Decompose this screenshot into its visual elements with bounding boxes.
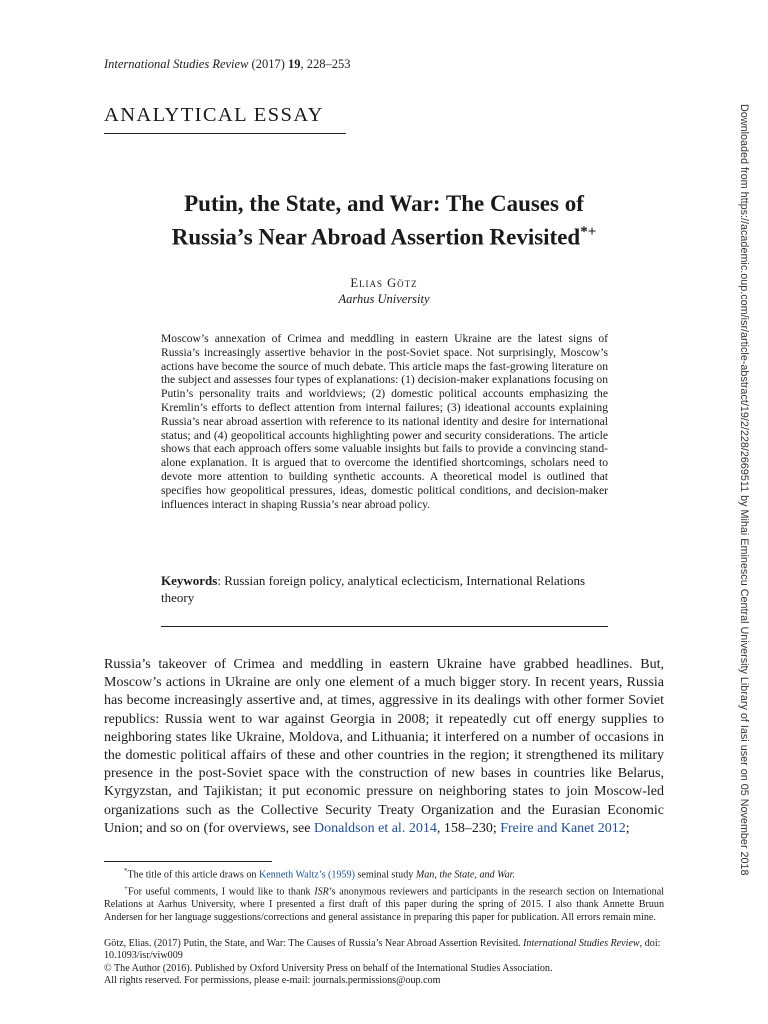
footnote-divider: [104, 861, 272, 862]
rights-line: All rights reserved. For permissions, please e-mail: journals.permissions@oup.com: [104, 975, 441, 987]
body-text-end: ;: [625, 820, 630, 836]
title-footnote-marks[interactable]: *+: [580, 224, 597, 240]
footnote-2-text-a: For useful comments, I would like to thank: [127, 886, 315, 898]
article-title: [104, 190, 664, 252]
journal-pages: , 228–253: [300, 57, 351, 71]
footnote-2-mark: +: [124, 883, 128, 892]
body-text-mid: , 158–230;: [436, 820, 501, 836]
journal-header: [104, 57, 351, 72]
citation-doi: , doi: 10.1093/isr/viw009: [104, 938, 661, 962]
journal-volume: 19: [288, 57, 301, 71]
author-name: Elias Götz: [350, 276, 418, 290]
abstract-divider: [161, 626, 608, 627]
keywords: [161, 572, 608, 606]
download-watermark: Downloaded from https://academic.oup.com/isr/article-abstract/19/2/228/2669511 by Mihai Eminescu Central University Library of Iasi user on 05 November 2018: [738, 104, 750, 876]
footnote-1: [104, 865, 664, 882]
abstract: Moscow’s annexation of Crimea and meddling in eastern Ukraine are the latest signs of Russia’s increasingly assertive behavior in the post-Soviet space. Not surprisingly, Moscow’s actions have become the source of much debate. This article maps the fast-growing literature on the subject and assesses four types of explanations: (1) decision-maker explanations focusing on Putin’s personality traits and worldviews; (2) domestic political accounts emphasizing the Kremlin’s efforts to deflect attention from internal failures; (3) ideational accounts explaining Russia’s near abroad assertion with reference to its national identity and desire for international status; and (4) geopolitical accounts highlighting power and security considerations. The article shows that each approach offers some valuable insights but fails to provide a convincing stand-alone explanation. It is argued that to overcome the identified shortcomings, scholars need to devote more attention to building synthetic accounts. A theoretical model is outlined that specifies how geopolitical pressures, ideas, domestic political conditions, and decision-maker influences interact in shaping Russia’s near abroad policy.: [161, 332, 608, 511]
title-line-2-text: Russia’s Near Abroad Assertion Revisited: [171, 224, 581, 250]
keywords-text: : Russian foreign policy, analytical eclecticism, International Relations theory: [161, 573, 586, 605]
citation-text: Götz, Elias. (2017) Putin, the State, and War: The Causes of Russia’s Near Abroad Assertion Revisited.: [104, 938, 524, 949]
footnote-1-book-title: Man, the State, and War.: [415, 869, 515, 881]
title-line-1: Putin, the State, and War: The Causes of: [184, 191, 584, 216]
body-text: Russia’s takeover of Crimea and meddling in eastern Ukraine have grabbed headlines. But, Moscow’s actions in Ukraine are only one element of a much bigger story. In recent years, Russia has become increasingly assertive and, at times, aggressive in its dealings with other former Soviet republics: Russia went to war against Georgia in 2008; it repeatedly cut off energy supplies to neighboring states like Ukraine, Moldova, and Lithuania; it interfered on a number of occasions in the domestic political affairs of these and other countries in the region; it strengthened its military presence in the post-Soviet space with the construction of new bases in countries like Belarus, Kyrgyzstan, and Tajikistan; it put economic pressure on neighboring states to join Moscow-led organizations such as the Collective Security Treaty Organization and the Eurasian Economic Union; and so on (for overviews, see: [104, 657, 664, 836]
footnote-1-text-b: seminal study: [354, 869, 416, 881]
footnote-2-text-b: ’s anonymous reviewers and participants in the research section on International Relations at Aarhus University, where I presented a first draft of this paper during the spring of 2015. I also thank Annette Bruun Andersen for her language suggestions/corrections and general assistance in preparing this paper for publication. All errors remain mine.: [104, 886, 664, 923]
title-line-2: [104, 218, 664, 252]
footnotes: [104, 865, 664, 924]
citation-journal: International Studies Review: [523, 938, 640, 949]
body-paragraph: [104, 656, 664, 838]
footnote-1-mark: *: [124, 867, 128, 875]
reference-link-waltz[interactable]: Kenneth Waltz’s (1959): [258, 869, 355, 881]
footnote-1-text-a: The title of this article draws on: [127, 869, 259, 881]
copyright-line: © The Author (2016). Published by Oxford University Press on behalf of the International Studies Association.: [104, 962, 553, 974]
footnote-2: [104, 882, 664, 924]
keywords-label: Keywords: [161, 573, 218, 588]
reference-link-freire[interactable]: Freire and Kanet 2012: [500, 820, 626, 836]
author-affiliation: Aarhus University: [338, 292, 430, 306]
citation-block: [104, 938, 664, 988]
reference-link-donaldson[interactable]: Donaldson et al. 2014: [313, 820, 437, 836]
journal-year: (2017): [251, 57, 285, 71]
section-divider: [104, 133, 346, 134]
section-label: ANALYTICAL ESSAY: [104, 104, 324, 126]
footnote-2-isr: ISR: [314, 886, 329, 898]
journal-name: International Studies Review: [104, 57, 249, 71]
citation-line: [104, 938, 664, 963]
